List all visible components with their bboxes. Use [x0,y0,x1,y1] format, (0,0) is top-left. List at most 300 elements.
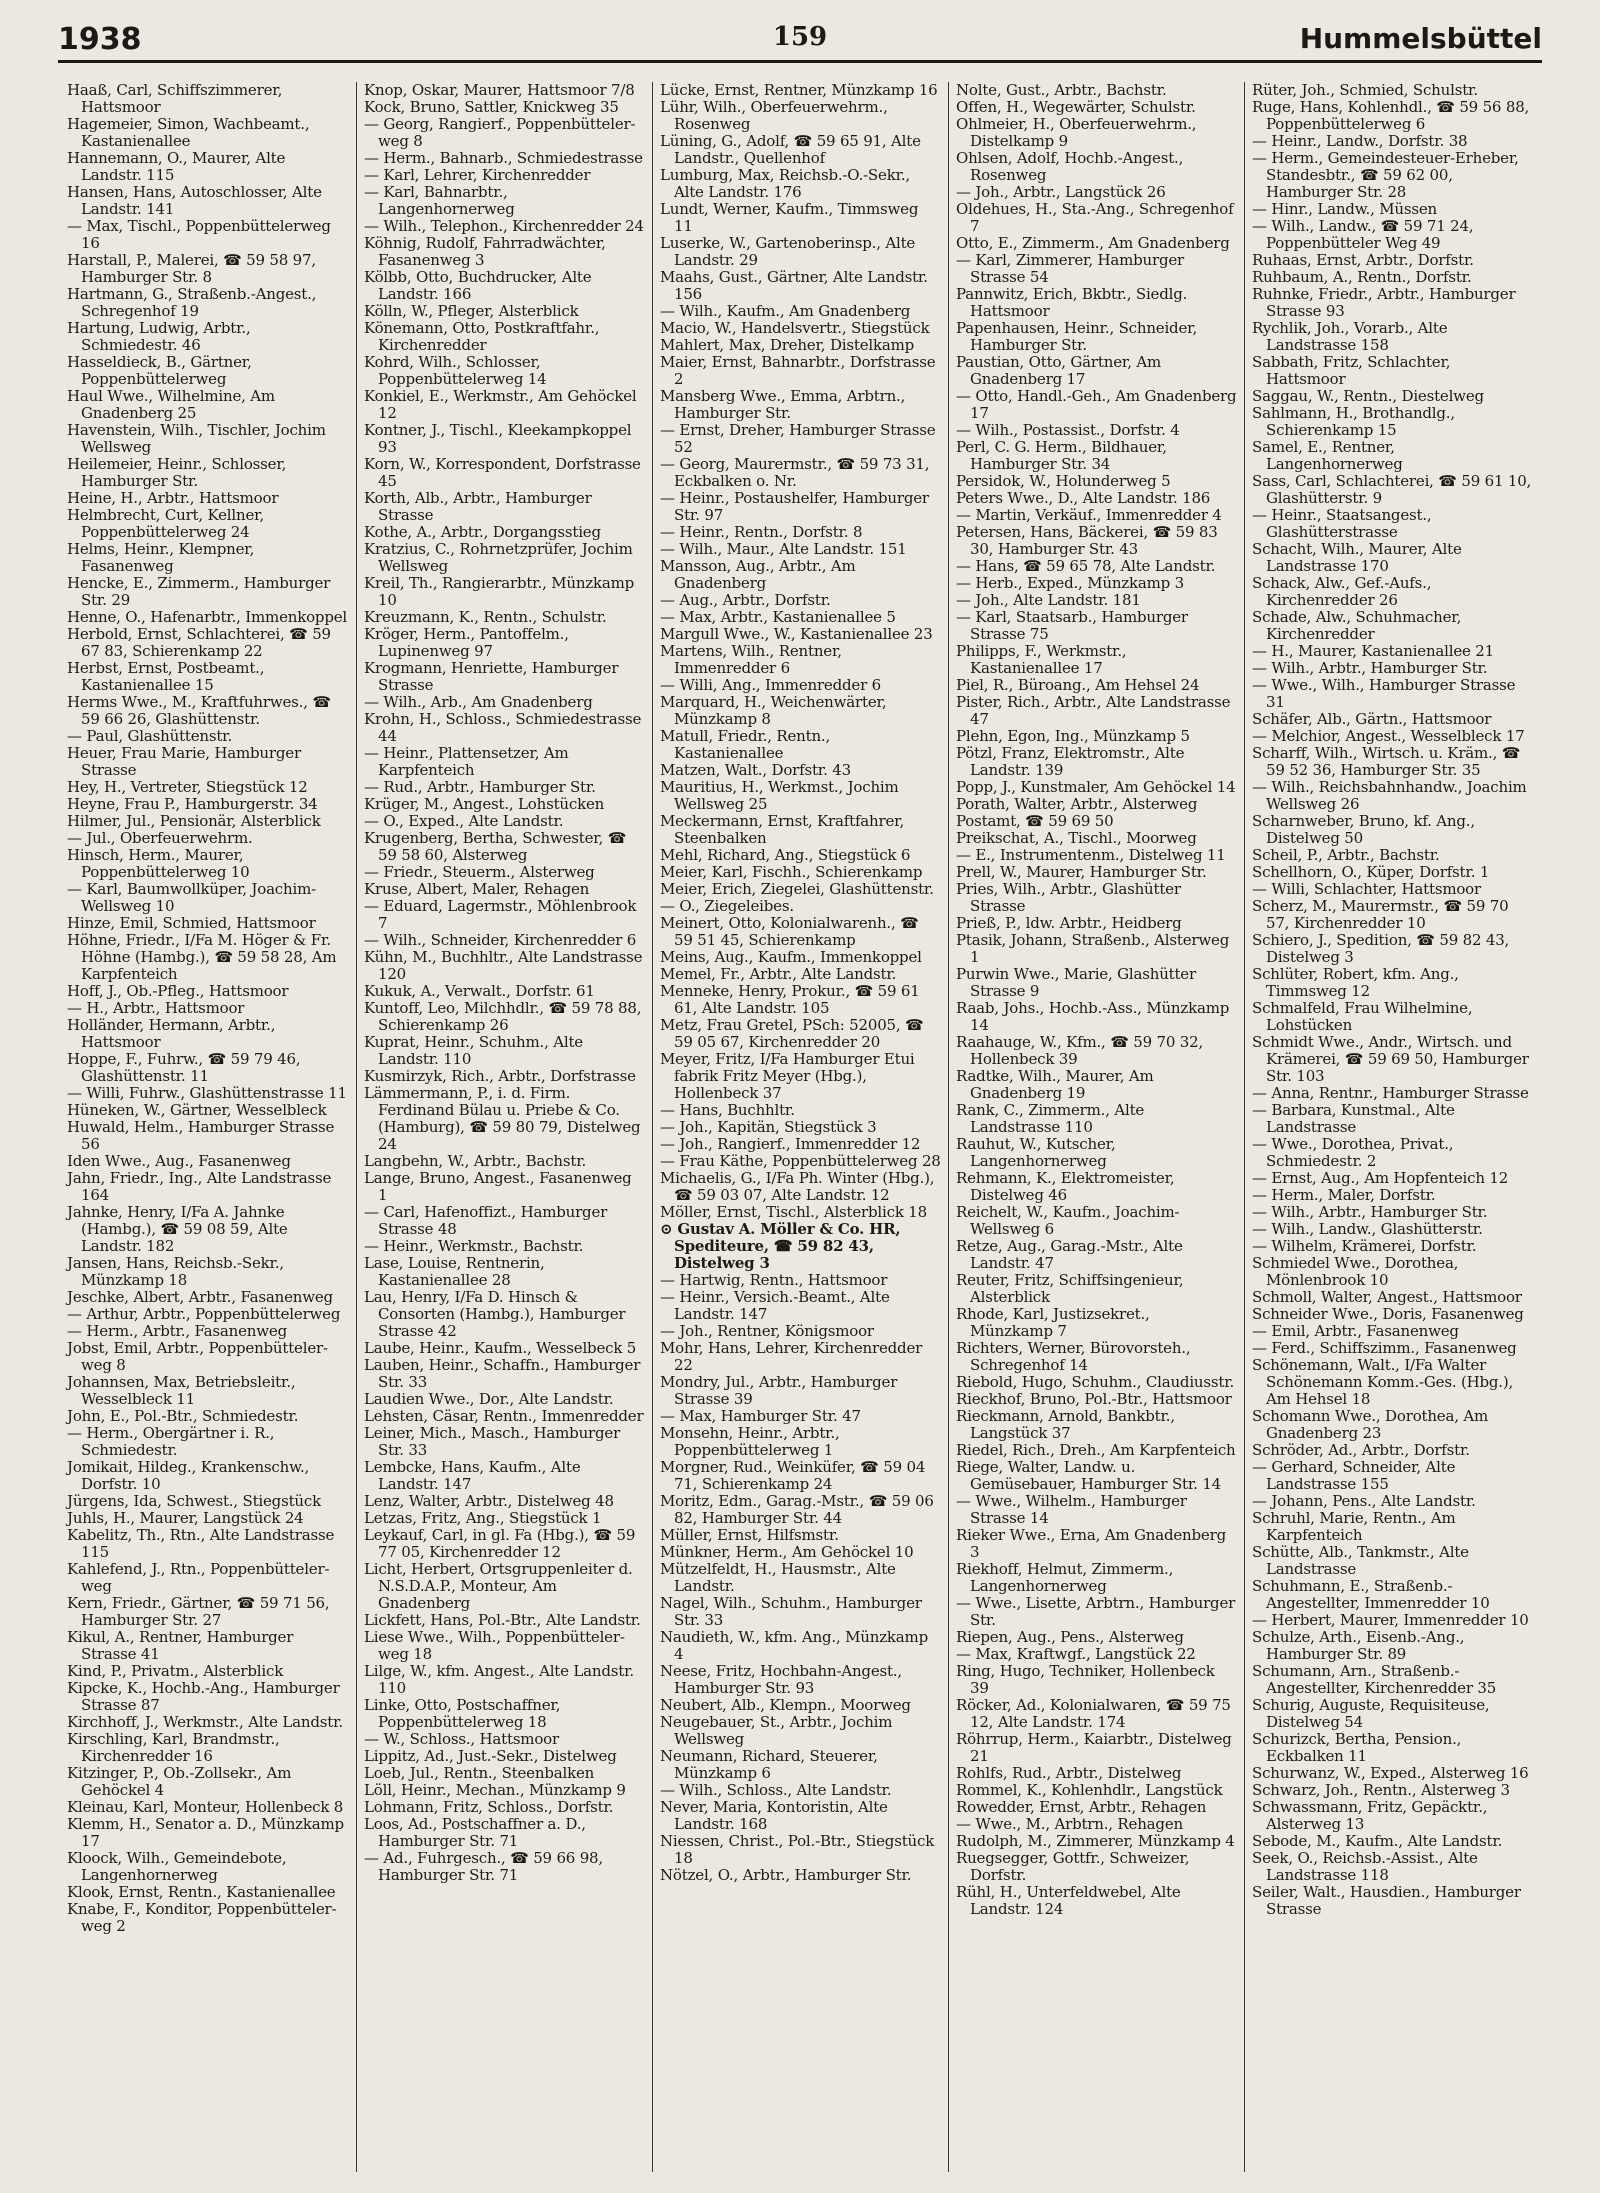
directory-entry: Purwin Wwe., Marie, Glashütter Strasse 9 [956,965,1196,1000]
directory-entry: Iden Wwe., Aug., Fasanenweg [67,1152,291,1170]
directory-entry: Rohlfs, Rud., Arbtr., Distelweg [956,1764,1182,1782]
directory-entry: Hagemeier, Simon, Wachbeamt., Kastanienallee [67,115,310,150]
directory-entry: Schumann, Arn., Straßenb.-Angestellter, Kirchenredder 35 [1252,1662,1497,1697]
directory-entry: — Willi, Fuhrw., Glashüttenstrasse 11 [67,1084,347,1102]
directory-entry: Kreuzmann, K., Rentn., Schulstr. [364,608,607,626]
directory-entry: Lämmermann, P., i. d. Firm. Ferdinand Bülau u. Priebe & Co. (Hamburg), ☎ 59 80 79, Distelweg 24 [364,1084,641,1153]
directory-entry: Juhls, H., Maurer, Langstück 24 [67,1509,304,1527]
directory-entry: Persidok, W., Holunderweg 5 [956,472,1171,490]
directory-entry: — Max, Hamburger Str. 47 [660,1407,861,1425]
directory-entry: — Heinr., Plattensetzer, Am Karpfenteich [364,744,569,779]
directory-entry: Scharff, Wilh., Wirtsch. u. Kräm., ☎ 59 52 36, Hamburger Str. 35 [1252,744,1521,779]
directory-entry: Heilemeier, Heinr., Schlosser, Hamburger Str. [67,455,287,490]
directory-entry: Pister, Rich., Arbtr., Alte Landstrasse 47 [956,693,1231,728]
directory-column-1 [60,82,356,2172]
directory-entry: Matull, Friedr., Rentn., Kastanienallee [660,727,831,762]
directory-entry: Lüning, G., Adolf, ☎ 59 65 91, Alte Landstr., Quellenhof [660,132,921,167]
directory-entry: Schönemann, Walt., I/Fa Walter Schönemann Komm.-Ges. (Hbg.), Am Hehsel 18 [1252,1356,1514,1408]
directory-entry: Lundt, Werner, Kaufm., Timmsweg 11 [660,200,919,235]
directory-entry: Jürgens, Ida, Schwest., Stiegstück [67,1492,321,1510]
directory-entry: — Ferd., Schiffszimm., Fasanenweg [1252,1339,1517,1357]
directory-entry: Münkner, Herm., Am Gehöckel 10 [660,1543,914,1561]
directory-entry: Liese Wwe., Wilh., Poppenbüttelerweg 18 [364,1628,625,1663]
directory-entry: — Heinr., Landw., Dorfstr. 38 [1252,132,1468,150]
directory-entry: Rieckhof, Bruno, Pol.-Btr., Hattsmoor [956,1390,1232,1408]
directory-entry: Riedel, Rich., Dreh., Am Karpfenteich [956,1441,1236,1459]
directory-entry: — Max, Kraftwgf., Langstück 22 [956,1645,1196,1663]
directory-entry: — Wwe., Wilh., Hamburger Strasse 31 [1252,676,1516,711]
directory-entry: Hoppe, F., Fuhrw., ☎ 59 79 46, Glashüttenstr. 11 [67,1050,301,1085]
directory-entry: Pries, Wilh., Arbtr., Glashütter Strasse [956,880,1181,915]
directory-entry: — Joh., Kapitän, Stiegstück 3 [660,1118,877,1136]
header-year: 1938 [58,22,142,57]
directory-entry: Riege, Walter, Landw. u. Gemüsebauer, Hamburger Str. 14 [956,1458,1222,1493]
directory-entry: Rieker Wwe., Erna, Am Gnadenberg 3 [956,1526,1226,1561]
directory-entry: Plehn, Egon, Ing., Münzkamp 5 [956,727,1190,745]
directory-entry: Mondry, Jul., Arbtr., Hamburger Strasse 39 [660,1373,898,1408]
directory-entry: Jahnke, Henry, I/Fa A. Jahnke (Hambg.), ☎ 59 08 59, Alte Landstr. 182 [67,1203,288,1255]
directory-entry: — Frau Käthe, Poppenbüttelerweg 28 [660,1152,941,1170]
directory-entry: — Wilh., Schloss., Alte Landstr. [660,1781,892,1799]
directory-entry: Sahlmann, H., Brothandlg., Schierenkamp 15 [1252,404,1455,439]
directory-entry: Rühl, H., Unterfeldwebel, Alte Landstr. 124 [956,1883,1181,1918]
directory-entry: Neumann, Richard, Steuerer, Münzkamp 6 [660,1747,878,1782]
directory-column-3 [652,82,948,2172]
directory-entry: Jomikait, Hildeg., Krankenschw., Dorfstr. 10 [67,1458,310,1493]
directory-entry: Rhode, Karl, Justizsekret., Münzkamp 7 [956,1305,1150,1340]
directory-entry: Langbehn, W., Arbtr., Bachstr. [364,1152,587,1170]
directory-entry: — Jul., Oberfeuerwehrm. [67,829,253,847]
directory-entry: Jansen, Hans, Reichsb.-Sekr., Münzkamp 18 [67,1254,284,1289]
directory-entry: Schurizck, Bertha, Pension., Eckbalken 11 [1252,1730,1462,1765]
directory-entry: Hannemann, O., Maurer, Alte Landstr. 115 [67,149,286,184]
directory-entry: Heuer, Frau Marie, Hamburger Strasse [67,744,301,779]
directory-entry: Mohr, Hans, Lehrer, Kirchenredder 22 [660,1339,923,1374]
directory-entry: Lücke, Ernst, Rentner, Münzkamp 16 [660,82,938,99]
directory-entry: Kühn, M., Buchhltr., Alte Landstrasse 120 [364,948,643,983]
directory-entry: Kipcke, K., Hochb.-Ang., Hamburger Strasse 87 [67,1679,340,1714]
directory-entry: Krüger, M., Angest., Lohstücken [364,795,605,813]
directory-entry: — Paul, Glashüttenstr. [67,727,233,745]
directory-entry: — Wwe., Dorothea, Privat., Schmiedestr. 2 [1252,1135,1454,1170]
directory-entry: Laudien Wwe., Dor., Alte Landstr. [364,1390,614,1408]
directory-entry: Schäfer, Alb., Gärtn., Hattsmoor [1252,710,1492,728]
directory-entry: Maahs, Gust., Gärtner, Alte Landstr. 156 [660,268,928,303]
directory-entry: Moritz, Edm., Garag.-Mstr., ☎ 59 06 82, Hamburger Str. 44 [660,1492,934,1527]
directory-entry: — Max, Tischl., Poppenbüttelerweg 16 [67,217,331,252]
directory-entry: Johannsen, Max, Betriebsleitr., Wesselbleck 11 [67,1373,296,1408]
directory-entry: Ring, Hugo, Techniker, Hollenbeck 39 [956,1662,1215,1697]
directory-entry: Luserke, W., Gartenoberinsp., Alte Landstr. 29 [660,234,916,269]
directory-entry: Schiero, J., Spedition, ☎ 59 82 43, Distelweg 3 [1252,931,1510,966]
directory-entry: Sebode, M., Kaufm., Alte Landstr. [1252,1832,1503,1850]
directory-entry: Rychlik, Joh., Vorarb., Alte Landstrasse 158 [1252,319,1448,354]
directory-entry: — Hinr., Landw., Müssen [1252,200,1438,218]
directory-entry: Hoff, J., Ob.-Pfleg., Hattsmoor [67,982,289,1000]
directory-entry: Havenstein, Wilh., Tischler, Jochim Wellsweg [67,421,326,456]
directory-entry: Jobst, Emil, Arbtr., Poppenbüttelerweg 8 [67,1339,329,1374]
directory-entry: Samel, E., Rentner, Langenhornerweg [1252,438,1403,473]
directory-entry: Nolte, Gust., Arbtr., Bachstr. [956,82,1167,99]
directory-entry: Oldehues, H., Sta.-Ang., Schregenhof 7 [956,200,1234,235]
directory-entry: — Wwe., M., Arbtrn., Rehagen [956,1815,1183,1833]
directory-entry: Perl, C. G. Herm., Bildhauer, Hamburger Str. 34 [956,438,1167,473]
directory-entry: Mahlert, Max, Dreher, Distelkamp [660,336,915,354]
directory-entry: Mützelfeldt, H., Hausmstr., Alte Landstr. [660,1560,896,1595]
directory-entry: Letzas, Fritz, Ang., Stiegstück 1 [364,1509,602,1527]
directory-entry: — Herbert, Maurer, Immenredder 10 [1252,1611,1529,1629]
directory-entry: — Wilh., Kaufm., Am Gnadenberg [660,302,911,320]
directory-entry: — Ad., Fuhrgesch., ☎ 59 66 98, Hamburger Str. 71 [364,1849,603,1884]
directory-entry: Kirchhoff, J., Werkmstr., Alte Landstr. [67,1713,343,1731]
directory-entry: Schwarz, Joh., Rentn., Alsterweg 3 [1252,1781,1510,1799]
directory-entry: Mehl, Richard, Ang., Stiegstück 6 [660,846,911,864]
directory-entry: Ruhnke, Friedr., Arbtr., Hamburger Strasse 93 [1252,285,1516,320]
directory-entry: Seek, O., Reichsb.-Assist., Alte Landstrasse 118 [1252,1849,1478,1884]
directory-entry: — Melchior, Angest., Wesselbleck 17 [1252,727,1525,745]
directory-entry: Porath, Walter, Arbtr., Alsterweg [956,795,1198,813]
directory-entry: Harstall, P., Malerei, ☎ 59 58 97, Hamburger Str. 8 [67,251,316,286]
directory-entry: Scharnweber, Bruno, kf. Ang., Distelweg 50 [1252,812,1475,847]
directory-entry: — Arthur, Arbtr., Poppenbüttelerweg [67,1305,341,1323]
directory-entry: Reichelt, W., Kaufm., Joachim-Wellsweg 6 [956,1203,1180,1238]
directory-entry: Herms Wwe., M., Kraftfuhrwes., ☎ 59 66 26, Glashüttenstr. [67,693,331,728]
directory-entry: — O., Ziegeleibes. [660,897,794,915]
directory-entry: — Wilh., Arbtr., Hamburger Str. [1252,659,1488,677]
directory-entry: Piel, R., Büroang., Am Hehsel 24 [956,676,1200,694]
directory-entry: Schruhl, Marie, Rentn., Am Karpfenteich [1252,1509,1456,1544]
directory-entry: Neese, Fritz, Hochbahn-Angest., Hamburger Str. 93 [660,1662,902,1697]
directory-entry: Never, Maria, Kontoristin, Alte Landstr. 168 [660,1798,888,1833]
directory-entry: Kern, Friedr., Gärtner, ☎ 59 71 56, Hamburger Str. 27 [67,1594,330,1629]
directory-entry: Michaelis, G., I/Fa Ph. Winter (Hbg.), ☎ 59 03 07, Alte Landstr. 12 [660,1169,935,1204]
directory-entry: — Anna, Rentnr., Hamburger Strasse [1252,1084,1529,1102]
directory-entry: Kruse, Albert, Maler, Rehagen [364,880,590,898]
directory-entry: — Wilh., Postassist., Dorfstr. 4 [956,421,1180,439]
directory-entry: — Ernst, Aug., Am Hopfenteich 12 [1252,1169,1509,1187]
directory-entry: — Joh., Arbtr., Langstück 26 [956,183,1166,201]
directory-entry: — Hans, ☎ 59 65 78, Alte Landstr. [956,557,1216,575]
directory-entry: — Herm., Bahnarb., Schmiedestrasse [364,149,643,167]
header-page-number: 159 [772,22,828,52]
directory-entry: Holländer, Hermann, Arbtr., Hattsmoor [67,1016,276,1051]
directory-entry: Krohn, H., Schloss., Schmiedestrasse 44 [364,710,642,745]
directory-entry: — Rud., Arbtr., Hamburger Str. [364,778,596,796]
directory-entry: Linke, Otto, Postschaffner, Poppenbüttelerweg 18 [364,1696,561,1731]
directory-entry: Kitzinger, P., Ob.-Zollsekr., Am Gehöckel 4 [67,1764,292,1799]
directory-entry: Schade, Alw., Schuhmacher, Kirchenredder [1252,608,1462,643]
directory-entry: Lumburg, Max, Reichsb.-O.-Sekr., Alte Landstr. 176 [660,166,911,201]
directory-entry: Morgner, Rud., Weinküfer, ☎ 59 04 71, Schierenkamp 24 [660,1458,926,1493]
directory-entry: Scherz, M., Maurermstr., ☎ 59 70 57, Kirchenredder 10 [1252,897,1509,932]
directory-entry: Schwassmann, Fritz, Gepäcktr., Alsterweg 13 [1252,1798,1488,1833]
directory-entry: Lange, Bruno, Angest., Fasanenweg 1 [364,1169,632,1204]
directory-entry: Meinert, Otto, Kolonialwarenh., ☎ 59 51 45, Schierenkamp [660,914,919,949]
directory-entry: Hencke, E., Zimmerm., Hamburger Str. 29 [67,574,331,609]
directory-entry: Meier, Erich, Ziegelei, Glashüttenstr. [660,880,934,898]
directory-entry: Ruhbaum, A., Rentn., Dorfstr. [1252,268,1472,286]
directory-entry: Möller, Ernst, Tischl., Alsterblick 18 [660,1203,927,1221]
directory-entry: Huwald, Helm., Hamburger Strasse 56 [67,1118,335,1153]
directory-entry: Mansberg Wwe., Emma, Arbtrn., Hamburger Str. [660,387,906,422]
directory-entry: — Johann, Pens., Alte Landstr. [1252,1492,1476,1510]
directory-entry: — Willi, Schlachter, Hattsmoor [1252,880,1481,898]
directory-entry: — O., Exped., Alte Landstr. [364,812,564,830]
directory-entry: Sass, Carl, Schlachterei, ☎ 59 61 10, Glashütterstr. 9 [1252,472,1532,507]
directory-entry: Menneke, Henry, Prokur., ☎ 59 61 61, Alte Landstr. 105 [660,982,920,1017]
directory-entry: Kock, Bruno, Sattler, Knickweg 35 [364,98,619,116]
directory-entry: Meier, Karl, Fischh., Schierenkamp [660,863,923,881]
directory-entry: Löll, Heinr., Mechan., Münzkamp 9 [364,1781,626,1799]
directory-entry: Jeschke, Albert, Arbtr., Fasanenweg [67,1288,333,1306]
directory-entry: Lembcke, Hans, Kaufm., Alte Landstr. 147 [364,1458,581,1493]
directory-entry: Kuntoff, Leo, Milchhdlr., ☎ 59 78 88, Schierenkamp 26 [364,999,642,1034]
directory-entry: — Aug., Arbtr., Dorfstr. [660,591,831,609]
directory-entry: — Wwe., Wilhelm., Hamburger Strasse 14 [956,1492,1187,1527]
directory-entry: — Wilh., Maur., Alte Landstr. 151 [660,540,907,558]
directory-entry: Postamt, ☎ 59 69 50 [956,812,1114,830]
directory-entry: — Hans, Buchhltr. [660,1101,795,1119]
directory-entry: Kukuk, A., Verwalt., Dorfstr. 61 [364,982,595,1000]
directory-entry: Schmiedel Wwe., Dorothea, Mönlenbrook 10 [1252,1254,1459,1289]
directory-entry: — Karl, Staatsarb., Hamburger Strasse 75 [956,608,1188,643]
directory-entry: Konkiel, E., Werkmstr., Am Gehöckel 12 [364,387,637,422]
directory-entry: — Wilh., Telephon., Kirchenredder 24 [364,217,644,235]
directory-entry: Heyne, Frau P., Hamburgerstr. 34 [67,795,318,813]
directory-entry: Herbold, Ernst, Schlachterei, ☎ 59 67 83, Schierenkamp 22 [67,625,331,660]
directory-entry: Mauritius, H., Werkmst., Jochim Wellsweg 25 [660,778,899,813]
directory-entry: Hartmann, G., Straßenb.-Angest., Schregenhof 19 [67,285,317,320]
directory-entry: Helms, Heinr., Klempner, Fasanenweg [67,540,255,575]
directory-entry: — Georg, Rangierf., Poppenbüttelerweg 8 [364,115,636,150]
directory-entry: Kölbb, Otto, Buchdrucker, Alte Landstr. 166 [364,268,592,303]
directory-entry: Richters, Werner, Bürovorsteh., Schregenhof 14 [956,1339,1191,1374]
directory-entry: Ruge, Hans, Kohlenhdl., ☎ 59 56 88, Poppenbüttelerweg 6 [1252,98,1530,133]
directory-entry: — Gerhard, Schneider, Alte Landstrasse 155 [1252,1458,1456,1493]
directory-entry: Philipps, F., Werkmstr., Kastanienallee 17 [956,642,1127,677]
directory-entry: — Joh., Rangierf., Immenredder 12 [660,1135,921,1153]
directory-entry: ⊙ Gustav A. Möller & Co. HR, Spediteure, ☎ 59 82 43, Distelweg 3 [660,1220,901,1272]
directory-entry: Schmalfeld, Frau Wilhelmine, Lohstücken [1252,999,1473,1034]
directory-entry: Prieß, P., ldw. Arbtr., Heidberg [956,914,1182,932]
directory-entry: Martens, Wilh., Rentner, Immenredder 6 [660,642,842,677]
directory-entry: Kohrd, Wilh., Schlosser, Poppenbüttelerweg 14 [364,353,547,388]
directory-entry: Rieckmann, Arnold, Bankbtr., Langstück 37 [956,1407,1175,1442]
directory-entry: Kreil, Th., Rangierarbtr., Münzkamp 10 [364,574,635,609]
directory-entry: Matzen, Walt., Dorfstr. 43 [660,761,851,779]
directory-entry: — Heinr., Staatsangest., Glashütterstrasse [1252,506,1432,541]
directory-entry: Popp, J., Kunstmaler, Am Gehöckel 14 [956,778,1236,796]
directory-entry: Schröder, Ad., Arbtr., Dorfstr. [1252,1441,1470,1459]
directory-entry: Saggau, W., Rentn., Diestelweg [1252,387,1484,405]
directory-entry: — Wilh., Schneider, Kirchenredder 6 [364,931,637,949]
directory-entry: Schellhorn, O., Küper, Dorfstr. 1 [1252,863,1490,881]
directory-entry: Ruhaas, Ernst, Arbtr., Dorfstr. [1252,251,1474,269]
directory-entry: Leykauf, Carl, in gl. Fa (Hbg.), ☎ 59 77 05, Kirchenredder 12 [364,1526,636,1561]
directory-entry: — Joh., Rentner, Königsmoor [660,1322,874,1340]
directory-entry: — Karl, Zimmerer, Hamburger Strasse 54 [956,251,1185,286]
directory-entry: — Joh., Alte Landstr. 181 [956,591,1141,609]
directory-entry: Schütte, Alb., Tankmstr., Alte Landstrasse [1252,1543,1469,1578]
directory-entry: Kloock, Wilh., Gemeindebote, Langenhornerweg [67,1849,287,1884]
directory-entry: Riepen, Aug., Pens., Alsterweg [956,1628,1184,1646]
directory-entry: — Wwe., Lisette, Arbtrn., Hamburger Str. [956,1594,1236,1629]
directory-entry: Meins, Aug., Kaufm., Immenkoppel [660,948,922,966]
directory-entry: Schomann Wwe., Dorothea, Am Gnadenberg 23 [1252,1407,1489,1442]
directory-entry: — Ernst, Dreher, Hamburger Strasse 52 [660,421,936,456]
directory-entry: Krugenberg, Bertha, Schwester, ☎ 59 58 60, Alsterweg [364,829,627,864]
directory-entry: Lickfett, Hans, Pol.-Btr., Alte Landstr. [364,1611,641,1629]
directory-entry: Röcker, Ad., Kolonialwaren, ☎ 59 75 12, Alte Landstr. 174 [956,1696,1231,1731]
directory-entry: Kratzius, C., Rohrnetzprüfer, Jochim Wellsweg [364,540,633,575]
directory-entry: Ohlsen, Adolf, Hochb.-Angest., Rosenweg [956,149,1184,184]
directory-entry: Marquard, H., Weichenwärter, Münzkamp 8 [660,693,887,728]
directory-entry: Knabe, F., Konditor, Poppenbüttelerweg 2 [67,1900,337,1935]
directory-entry: — Friedr., Steuerm., Alsterweg [364,863,595,881]
directory-entry: — Wilh., Landw., Glashütterstr. [1252,1220,1483,1238]
directory-entry: Schneider Wwe., Doris, Fasanenweg [1252,1305,1524,1323]
directory-entry: Laube, Heinr., Kaufm., Wesselbeck 5 [364,1339,637,1357]
directory-entry: Hinsch, Herm., Maurer, Poppenbüttelerweg 10 [67,846,250,881]
directory-entry: Mansson, Aug., Arbtr., Am Gnadenberg [660,557,856,592]
directory-entry: — Karl, Bahnarbtr., Langenhornerweg [364,183,515,218]
directory-entry: Schurwanz, W., Exped., Alsterweg 16 [1252,1764,1529,1782]
directory-entry: Scheil, P., Arbtr., Bachstr. [1252,846,1440,864]
directory-entry: Radtke, Wilh., Maurer, Am Gnadenberg 19 [956,1067,1154,1102]
directory-entry: Hey, H., Vertreter, Stiegstück 12 [67,778,308,796]
directory-entry: Haaß, Carl, Schiffszimmerer, Hattsmoor [67,82,283,116]
directory-entry: Raahauge, W., Kfm., ☎ 59 70 32, Hollenbeck 39 [956,1033,1204,1068]
directory-entry: — Wilh., Arb., Am Gnadenberg [364,693,593,711]
directory-entry: Hansen, Hans, Autoschlosser, Alte Landstr. 141 [67,183,322,218]
directory-entry: Sabbath, Fritz, Schlachter, Hattsmoor [1252,353,1451,388]
directory-entry: Kleinau, Karl, Monteur, Hollenbeck 8 [67,1798,344,1816]
directory-entry: Jahn, Friedr., Ing., Alte Landstrasse 164 [67,1169,332,1204]
directory-entry: Raab, Johs., Hochb.-Ass., Münzkamp 14 [956,999,1230,1034]
directory-entry: — E., Instrumentenm., Distelweg 11 [956,846,1226,864]
directory-entry: — Herm., Maler, Dorfstr. [1252,1186,1436,1204]
directory-entry: — H., Arbtr., Hattsmoor [67,999,245,1017]
directory-entry: Maier, Ernst, Bahnarbtr., Dorfstrasse 2 [660,353,936,388]
directory-entry: Kröger, Herm., Pantoffelm., Lupinenweg 97 [364,625,569,660]
directory-entry: Loeb, Jul., Rentn., Steenbalken [364,1764,595,1782]
directory-entry: Henne, O., Hafenarbtr., Immenkoppel [67,608,348,626]
directory-entry: Kuprat, Heinr., Schuhm., Alte Landstr. 110 [364,1033,583,1068]
header-rule [58,60,1542,63]
directory-entry: Papenhausen, Heinr., Schneider, Hamburger Str. [956,319,1198,354]
directory-entry: Niessen, Christ., Pol.-Btr., Stiegstück 18 [660,1832,935,1867]
directory-entry: Rehmann, K., Elektromeister, Distelweg 46 [956,1169,1175,1204]
directory-entry: Meckermann, Ernst, Kraftfahrer, Steenbalken [660,812,905,847]
directory-entry: Rüter, Joh., Schmied, Schulstr. [1252,82,1478,99]
directory-entry: Lase, Louise, Rentnerin, Kastanienallee 28 [364,1254,545,1289]
directory-entry: — Martin, Verkäuf., Immenredder 4 [956,506,1222,524]
directory-entry: Seiler, Walt., Hausdien., Hamburger Strasse [1252,1883,1521,1918]
directory-entry: Korn, W., Korrespondent, Dorfstrasse 45 [364,455,641,490]
directory-column-5 [1244,82,1540,2172]
directory-entry: Kind, P., Privatm., Alsterblick [67,1662,284,1680]
directory-entry: Lehsten, Cäsar, Rentn., Immenredder [364,1407,644,1425]
directory-entry: Nötzel, O., Arbtr., Hamburger Str. [660,1866,912,1884]
directory-entry: Heine, H., Arbtr., Hattsmoor [67,489,279,507]
directory-entry: — Karl, Lehrer, Kirchenredder [364,166,591,184]
header-place-name: Hummelsbüttel [1299,22,1542,55]
directory-entry: Retze, Aug., Garag.-Mstr., Alte Landstr. 47 [956,1237,1183,1272]
directory-entry: Höhne, Friedr., I/Fa M. Höger & Fr. Höhne (Hambg.), ☎ 59 58 28, Am Karpfenteich [67,931,337,983]
directory-entry: — Heinr., Rentn., Dorfstr. 8 [660,523,863,541]
directory-entry: Pötzl, Franz, Elektromstr., Alte Landstr. 139 [956,744,1185,779]
directory-entry: Riekhoff, Helmut, Zimmerm., Langenhornerweg [956,1560,1174,1595]
directory-entry: Ptasik, Johann, Straßenb., Alsterweg 1 [956,931,1230,966]
directory-entry: Schack, Alw., Gef.-Aufs., Kirchenredder 26 [1252,574,1432,609]
directory-entry: Hüneken, W., Gärtner, Wesselbleck [67,1101,327,1119]
directory-entry: Nagel, Wilh., Schuhm., Hamburger Str. 33 [660,1594,922,1629]
directory-entry: — Willi, Ang., Immenredder 6 [660,676,881,694]
directory-entry: — Emil, Arbtr., Fasanenweg [1252,1322,1459,1340]
directory-entry: Hilmer, Jul., Pensionär, Alsterblick [67,812,321,830]
directory-entry: Schlüter, Robert, kfm. Ang., Timmsweg 12 [1252,965,1459,1000]
directory-entry: Loos, Ad., Postschaffner a. D., Hamburger Str. 71 [364,1815,586,1850]
directory-entry: Hasseldieck, B., Gärtner, Poppenbüttelerweg [67,353,252,388]
directory-entry: Memel, Fr., Arbtr., Alte Landstr. [660,965,897,983]
page-header [58,18,1542,64]
directory-entry: Meyer, Fritz, I/Fa Hamburger Etui fabrik Fritz Meyer (Hbg.), Hollenbeck 37 [660,1050,915,1102]
directory-entry: Klemm, H., Senator a. D., Münzkamp 17 [67,1815,344,1850]
directory-entry: Reuter, Fritz, Schiffsingenieur, Alsterblick [956,1271,1184,1306]
directory-entry: Rudolph, M., Zimmerer, Münzkamp 4 [956,1832,1235,1850]
directory-entry: Ruegsegger, Gottfr., Schweizer, Dorfstr. [956,1849,1190,1884]
directory-entry: Schmidt Wwe., Andr., Wirtsch. und Krämerei, ☎ 59 69 50, Hamburger Str. 103 [1252,1033,1529,1085]
directory-entry: Schmoll, Walter, Angest., Hattsmoor [1252,1288,1522,1306]
directory-entry: Neubert, Alb., Klempn., Moorweg [660,1696,911,1714]
directory-entry: — Wilh., Arbtr., Hamburger Str. [1252,1203,1488,1221]
directory-entry: — Herb., Exped., Münzkamp 3 [956,574,1184,592]
directory-entry: Hinze, Emil, Schmied, Hattsmoor [67,914,316,932]
directory-entry: Prell, W., Maurer, Hamburger Str. [956,863,1207,881]
directory-entry: Haul Wwe., Wilhelmine, Am Gnadenberg 25 [67,387,275,422]
directory-entry: Helmbrecht, Curt, Kellner, Poppenbüttelerweg 24 [67,506,265,541]
directory-entry: Kusmirzyk, Rich., Arbtr., Dorfstrasse [364,1067,636,1085]
directory-entry: Hartung, Ludwig, Arbtr., Schmiedestr. 46 [67,319,251,354]
directory-entry: Köhnig, Rudolf, Fahrradwächter, Fasanenweg 3 [364,234,606,269]
directory-entry: — Carl, Hafenoffizt., Hamburger Strasse 48 [364,1203,608,1238]
directory-entry: — Wilhelm, Krämerei, Dorfstr. [1252,1237,1477,1255]
directory-entry: Rank, C., Zimmerm., Alte Landstrasse 110 [956,1101,1145,1136]
directory-entry: Ohlmeier, H., Oberfeuerwehrm., Distelkamp 9 [956,115,1197,150]
directory-entry: — W., Schloss., Hattsmoor [364,1730,559,1748]
directory-entry: — Georg, Maurermstr., ☎ 59 73 31, Eckbalken o. Nr. [660,455,930,490]
directory-entry: Rommel, K., Kohlenhdlr., Langstück [956,1781,1223,1799]
directory-entry: Kothe, A., Arbtr., Dorgangsstieg [364,523,601,541]
directory-entry: Preikschat, A., Tischl., Moorweg [956,829,1197,847]
directory-entry: Lenz, Walter, Arbtr., Distelweg 48 [364,1492,614,1510]
directory-entry: Metz, Frau Gretel, PSch: 52005, ☎ 59 05 67, Kirchenredder 20 [660,1016,924,1051]
directory-entry: — Herm., Gemeindesteuer-Erheber, Standesbtr., ☎ 59 62 00, Hamburger Str. 28 [1252,149,1519,201]
directory-entry: Margull Wwe., W., Kastanienallee 23 [660,625,933,643]
directory-entry: Lühr, Wilh., Oberfeuerwehrm., Rosenweg [660,98,888,133]
directory-entry: Müller, Ernst, Hilfsmstr. [660,1526,839,1544]
directory-entry: Schacht, Wilh., Maurer, Alte Landstrasse 170 [1252,540,1462,575]
directory-entry: Lau, Henry, I/Fa D. Hinsch & Consorten (Hambg.), Hamburger Strasse 42 [364,1288,626,1340]
directory-entry: — Wilh., Landw., ☎ 59 71 24, Poppenbütteler Weg 49 [1252,217,1474,252]
directory-entry: Lippitz, Ad., Just.-Sekr., Distelweg [364,1747,617,1765]
directory-entry: — Karl, Baumwollküper, Joachim-Wellsweg 10 [67,880,316,915]
directory-entry: Schurig, Auguste, Requisiteuse, Distelweg 54 [1252,1696,1490,1731]
directory-column-4 [948,82,1244,2172]
directory-entry: Peters Wwe., D., Alte Landstr. 186 [956,489,1211,507]
directory-columns [60,82,1540,2172]
directory-entry: Kahlefend, J., Rtn., Poppenbüttelerweg [67,1560,330,1595]
